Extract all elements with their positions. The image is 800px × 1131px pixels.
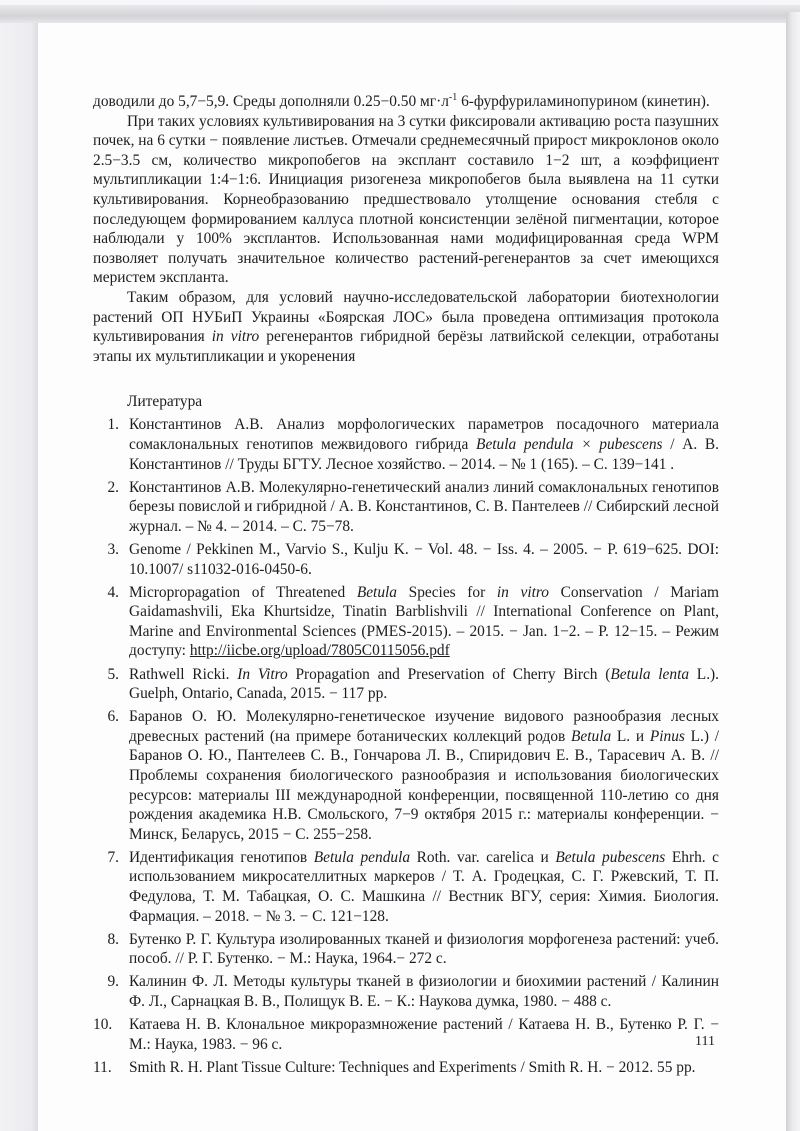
reference-text: L. и	[611, 727, 650, 745]
reference-number: 2.	[107, 478, 119, 496]
italic-term: Pinus	[649, 727, 685, 745]
reference-text: Smith R. H. Plant Tissue Culture: Techniques and Experiments / Smith R. H. − 2012. 55 pp.	[129, 1058, 696, 1076]
reference-number: 4.	[107, 583, 119, 601]
reference-number: 3.	[107, 540, 119, 558]
reference-text: / А. В. Константинов // Труды БГТУ. Лесное хозяйство. – 2014. – № 1 (165). – С. 139−141 .	[129, 436, 719, 473]
paragraph-medium-ph	[93, 92, 719, 112]
reference-number: 9.	[107, 973, 119, 991]
reference-number: 1.	[107, 416, 119, 434]
reference-text: Rathwell Ricki.	[129, 665, 238, 683]
page-number: 111	[695, 1034, 715, 1049]
reference-item	[93, 665, 719, 704]
reference-item	[93, 415, 719, 474]
reference-list	[93, 415, 719, 1077]
reference-text: Conservation / Mariam Gaidamashvili, Eka Khurtsidze, Tinatin Barblishvili // International Conference on Plant, Marine and Environmental Sciences (PMES-2015). – 2015. − Jan. 1−2. – P. 12−15. – Режим доступу:	[129, 583, 719, 660]
reference-item	[93, 848, 719, 926]
reference-item	[93, 930, 719, 969]
paragraph-conclusion	[93, 288, 719, 366]
reference-text: Micropropagation of Threatened	[129, 583, 357, 601]
reference-number: 8.	[107, 930, 119, 948]
reference-text: Баранов О. Ю. Молекулярно-генетическое изучение видового разнообразия лесных древесных растений (на примере ботанических коллекций родов	[129, 708, 719, 745]
italic-term: Betula pubescens	[555, 848, 666, 866]
reference-number: 7.	[107, 848, 119, 866]
reference-text: Калинин Ф. Л. Методы культуры тканей в физиологии и биохимии растений / Калинин Ф. Л., Сарнацкая В. В., Полищук В. Е. − К.: Наукова думка, 1980. − 488 с.	[129, 973, 719, 1011]
italic-term: in vitro	[496, 583, 549, 601]
reference-text: Ehrh. с использованием микросателлитных маркеров / Т. А. Гродецкая, С. Г. Ржевский, Т. П. Федулова, Т. М. Табацкая, О. С. Машкина // Вестник ВГУ, серия: Химия. Биология. Фармация. – 2018. − № 3. − С. 121−128.	[129, 848, 719, 925]
italic-term: Betula	[571, 727, 612, 745]
italic-term: in vitro	[211, 328, 260, 346]
italic-term: In Vitro	[237, 665, 288, 683]
reference-item	[93, 972, 719, 1011]
reference-url-link[interactable]: http://iicbe.org/upload/7805C0115056.pdf	[189, 642, 450, 660]
italic-term: Betula lenta	[610, 665, 690, 683]
paragraph-text: доводили до 5,7−5,9. Среды дополняли 0.25−0.50 мг·л	[93, 93, 449, 110]
reference-item	[93, 583, 719, 661]
reference-item	[93, 1015, 719, 1054]
scan-right-edge	[786, 12, 800, 1131]
reference-text: Бутенко Р. Г. Культура изолированных тканей и физиология морфогенеза растений: учеб. пособ. // Р. Г. Бутенко. − М.: Наука, 1964.− 272 с.	[129, 930, 719, 968]
reference-text: Константинов А.В. Анализ морфологических параметров посадочного материала сомаклональных генотипов межвидового гибрида	[129, 416, 719, 453]
page-text	[93, 92, 719, 1077]
reference-item	[93, 478, 719, 537]
reference-number: 6.	[107, 708, 119, 726]
scan-top-edge	[0, 5, 800, 23]
reference-number: 10.	[93, 1016, 113, 1034]
reference-number: 5.	[107, 665, 119, 683]
reference-text: Идентификация генотипов	[129, 848, 314, 866]
reference-text: Константинов А.В. Молекулярно-генетический анализ линий сомаклональных генотипов березы повислой и гибридной / А. В. Константинов, С. В. Пантелеев // Сибирский лесной журнал. – № 4. – 2014. – С. 75−78.	[129, 478, 719, 535]
reference-item	[93, 540, 719, 579]
reference-item	[93, 1058, 719, 1078]
scan-left-edge	[0, 23, 38, 1131]
paragraph-results: При таких условиях культивирования на 3 сутки фиксировали активацию роста пазушних почек, на 6 сутки − появление листьев. Отмечали среднемесячный прирост микроклонов около 2.5−3.5 см, количество микропобегов на эксплант составило 1−2 шт, а коэффициент мультипликации 1:4−1:6. Инициация ризогенеза микропобегов была выявлена на 11 сутки культивирования. Корнеобразованию предшествовало утолщение основания стебля с последующем формированием каллуса плотной консистенции зелёной пигментации, которое наблюдали у 100% эксплантов. Использованная нами модифицированная среда WPM позволяет получать значительное количество растений-регенерантов за счет имеющихся меристем экспланта.	[93, 112, 719, 287]
superscript: -1	[448, 91, 458, 103]
reference-text: L.). Guelph, Ontario, Canada, 2015. − 117 pp.	[129, 665, 720, 703]
literature-heading: Литература	[127, 393, 203, 411]
reference-text: Катаева Н. В. Клональное микроразмножение растений / Катаева Н. В., Бутенко Р. Г. − М.: Наука, 1983. − 96 с.	[129, 1016, 719, 1053]
italic-term: Betula pendula	[313, 848, 411, 866]
reference-item	[93, 707, 719, 844]
reference-text: Propagation and Preservation of Cherry Birch (	[287, 665, 611, 683]
reference-text: L.) / Баранов О. Ю., Пантелеев С. В., Гончарова Л. В., Спиридович Е. В., Тарасевич А. В. // Проблемы сохранения биологического разнообразия и использования биологических ресурсов: материалы III международной конференции, посвященной 110-летию со дня рождения академика Н.В. Смольского, 7−9 октября 2015 г.: материалы конференции. − Минск, Беларусь, 2015 − С. 255−258.	[129, 727, 719, 843]
reference-text: Species for	[397, 583, 497, 601]
reference-number: 11.	[93, 1058, 112, 1076]
reference-text: Roth. var. carelica и	[410, 848, 556, 866]
paragraph-text: 6-фурфуриламинопурином (кинетин).	[457, 93, 710, 110]
italic-term: Betula pendula × pubescens	[476, 436, 663, 453]
reference-text: Genome / Pekkinen M., Varvio S., Kulju K. − Vol. 48. − Iss. 4. – 2005. − P. 619−625. DOI: 10.1007/ s11032-016-0450-6.	[129, 540, 719, 578]
paragraph-text: регенерантов гибридной берёзы латвийской селекции, отработаны этапы их мультипликации и укоренения	[93, 328, 719, 365]
paragraph-text: Таким образом, для условий научно-исследовательской лаборатории биотехнологии растений ОП НУБиП Украины «Боярская ЛОС» была проведена оптимизация протокола культивирования	[93, 288, 719, 346]
italic-term: Betula	[356, 583, 397, 601]
